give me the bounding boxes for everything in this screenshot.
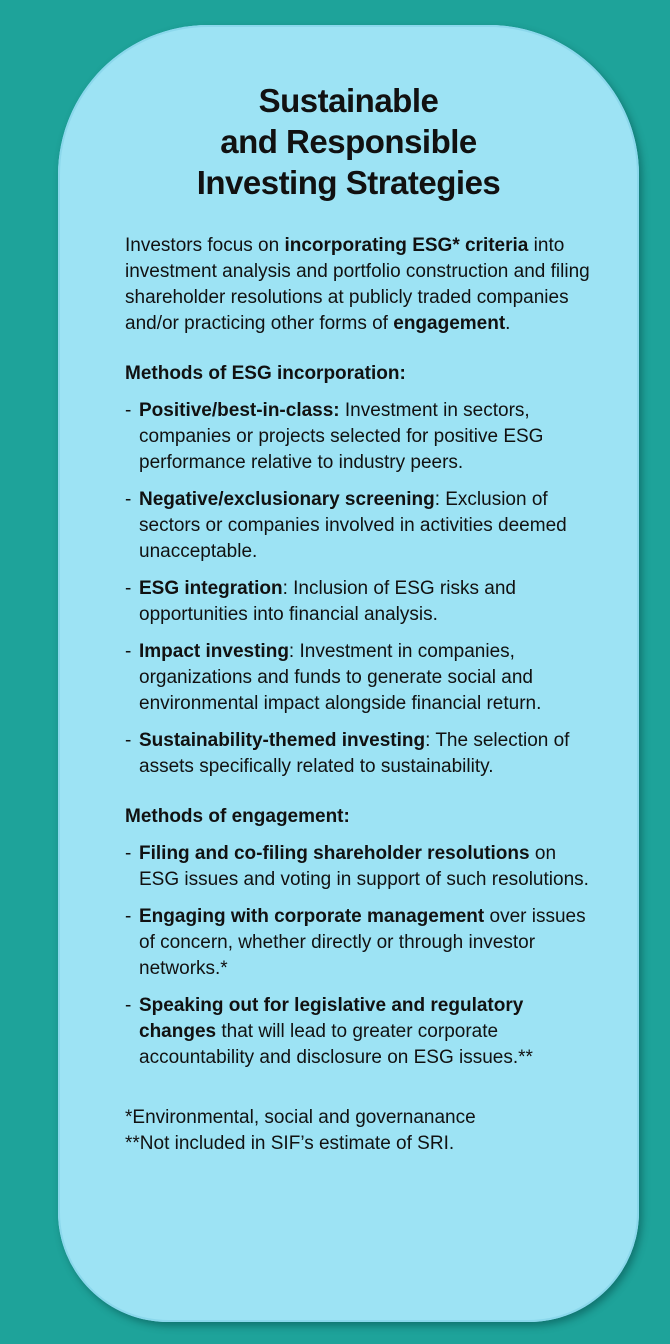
title-line: and Responsible	[220, 123, 477, 160]
intro-bold: engagement	[393, 313, 506, 334]
item-bold: Speaking out for legislative and regulatory changes	[139, 995, 524, 1042]
item-bold: Impact investing	[139, 641, 289, 662]
item-text: Investment in sectors, companies or projects selected for positive ESG performance relative to industry peers.	[139, 400, 544, 473]
item-bold: Engaging with corporate management	[139, 906, 485, 927]
item-bold: Filing and co-filing shareholder resolutions	[139, 843, 530, 864]
item-bold: ESG integration	[139, 578, 283, 599]
footnote: *Environmental, social and governanance	[125, 1107, 476, 1128]
intro-text: into investment analysis and portfolio construction and filing shareholder resolutions at publicly traded companies and/or practicing other forms of	[125, 235, 590, 334]
item-text: : The selection of assets specifically related to sustainability.	[139, 730, 570, 777]
content	[125, 233, 595, 1157]
item-bold: Negative/exclusionary screening	[139, 489, 435, 510]
item-text: that will lead to greater corporate accountability and disclosure on ESG issues.**	[139, 1021, 533, 1068]
bullet-dash: -	[125, 578, 132, 599]
bullet-dash: -	[125, 730, 132, 751]
item-text: over issues of concern, whether directly or through investor networks.*	[139, 906, 586, 979]
item-text: : Investment in companies, organizations and funds to generate social and environmental impact alongside financial return.	[139, 641, 542, 714]
footnotes	[125, 1105, 595, 1157]
list-item	[125, 639, 595, 717]
item-text: : Inclusion of ESG risks and opportunities into financial analysis.	[139, 578, 516, 625]
bullet-dash: -	[125, 843, 132, 864]
item-bold: Sustainability-themed investing	[139, 730, 426, 751]
intro-paragraph	[125, 233, 595, 337]
bullet-dash: -	[125, 641, 132, 662]
bullet-dash: -	[125, 489, 132, 510]
list-item	[125, 728, 595, 780]
bullet-dash: -	[125, 400, 132, 421]
intro-text: .	[505, 313, 511, 334]
intro-text: Investors focus on	[125, 235, 285, 256]
item-bold: Positive/best-in-class:	[139, 400, 340, 421]
bullet-dash: -	[125, 906, 132, 927]
list-item	[125, 576, 595, 628]
title-line: Sustainable	[258, 82, 439, 119]
page-title	[58, 80, 639, 203]
item-text: : Exclusion of sectors or companies involved in activities deemed unacceptable.	[139, 489, 567, 562]
list-item	[125, 487, 595, 565]
list-item	[125, 993, 595, 1071]
title-line: Investing Strategies	[196, 164, 501, 201]
item-text: on ESG issues and voting in support of such resolutions.	[139, 843, 589, 890]
intro-bold: incorporating ESG* criteria	[284, 235, 529, 256]
engagement-heading: Methods of engagement:	[125, 806, 350, 827]
list-item	[125, 904, 595, 982]
incorporation-heading: Methods of ESG incorporation:	[125, 363, 406, 384]
list-item	[125, 841, 595, 893]
list-item	[125, 398, 595, 476]
bullet-dash: -	[125, 995, 132, 1016]
footnote: **Not included in SIF’s estimate of SRI.	[125, 1133, 455, 1154]
